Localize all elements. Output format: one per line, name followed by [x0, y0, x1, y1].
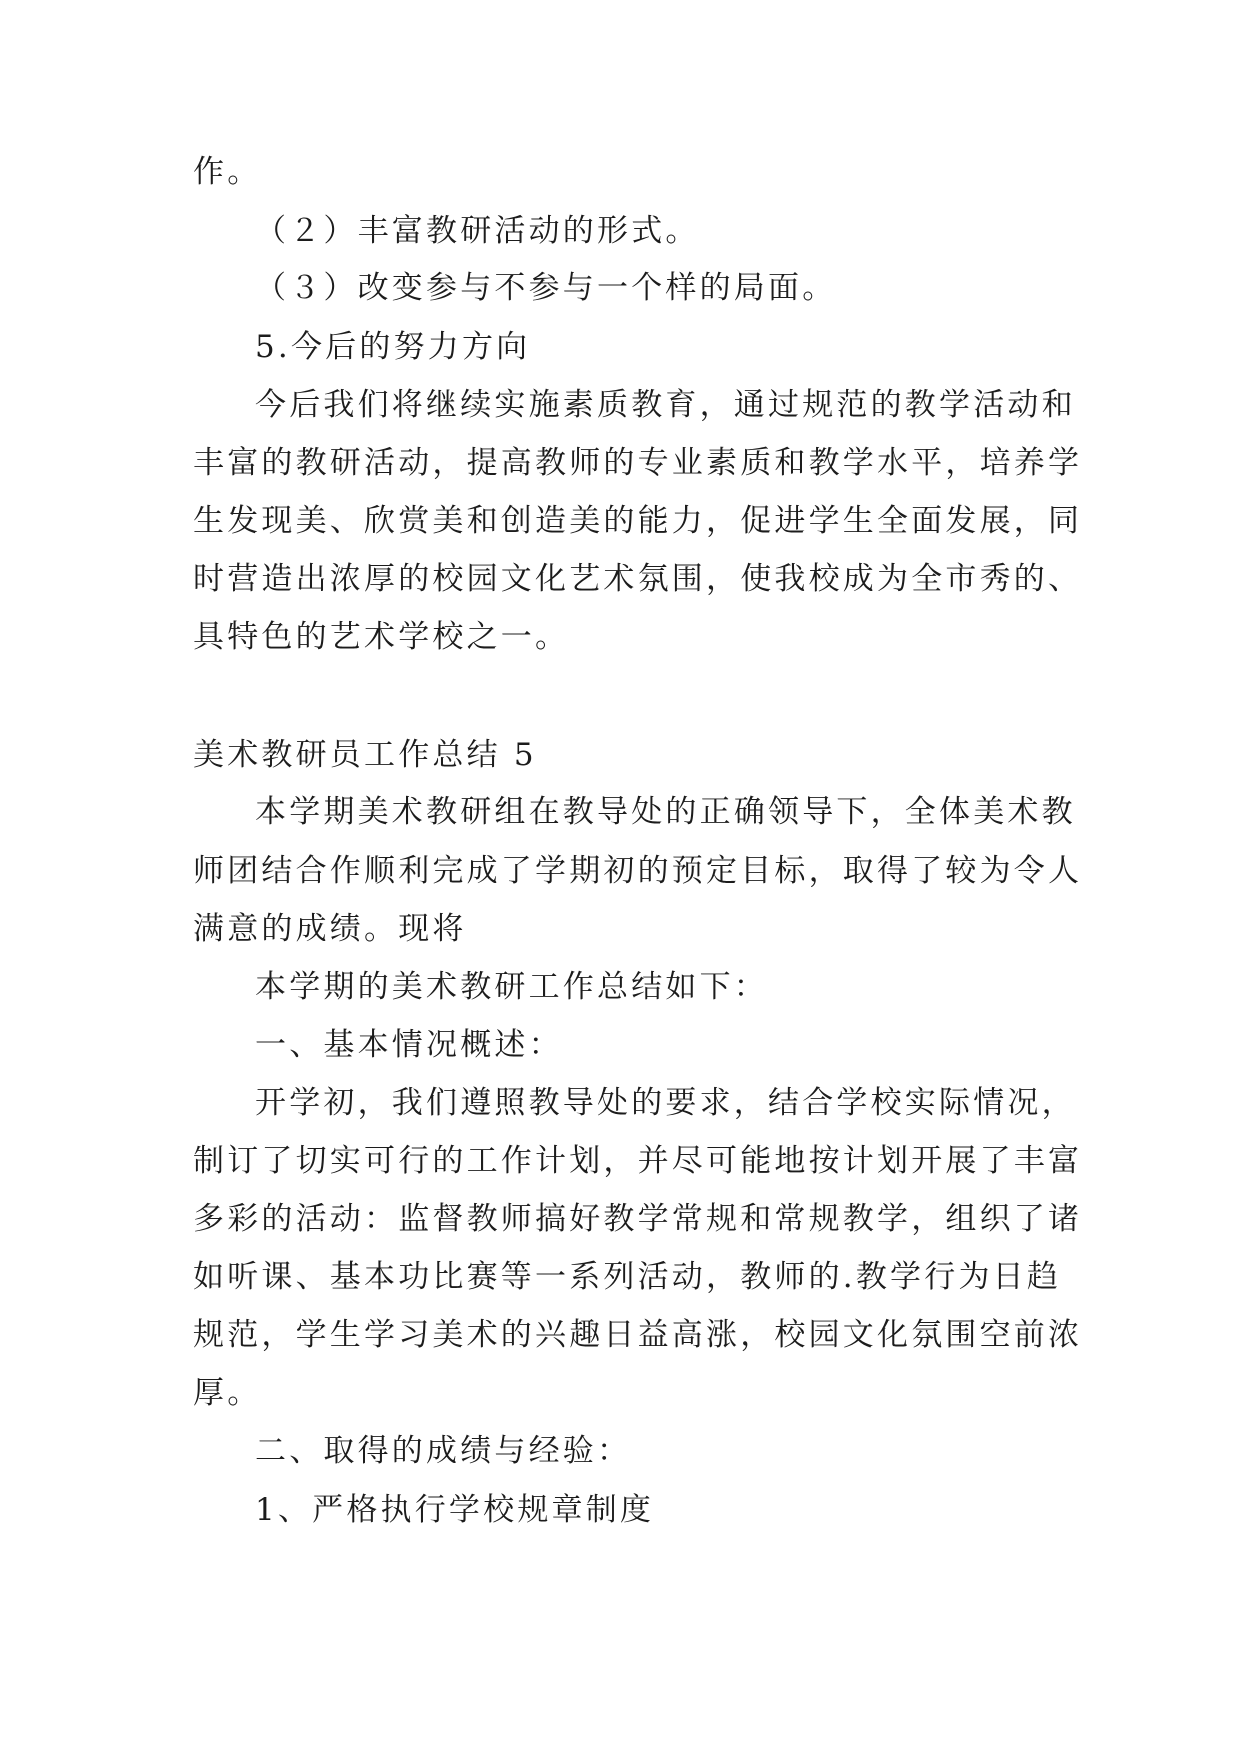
- paragraph-line: 作。: [193, 154, 262, 190]
- paragraph-line: 具特色的艺术学校之一。: [193, 619, 570, 655]
- paragraph-line: 师团结合作顺利完成了学期初的预定目标，取得了较为令人: [193, 853, 1083, 889]
- paragraph-line: 制订了切实可行的工作计划，并尽可能地按计划开展了丰富: [193, 1143, 1083, 1179]
- paragraph-line: 规范，学生学习美术的兴趣日益高涨，校园文化氛围空前浓: [193, 1317, 1083, 1353]
- paragraph-line: 开学初，我们遵照教导处的要求，结合学校实际情况，: [255, 1085, 1076, 1121]
- section-heading: 5.今后的努力方向: [255, 329, 531, 365]
- paragraph-line: 满意的成绩。现将: [193, 911, 467, 947]
- paragraph-line: 厚。: [193, 1375, 262, 1411]
- paragraph-line: 生发现美、欣赏美和创造美的能力，促进学生全面发展，同: [193, 503, 1083, 539]
- paragraph-line: 时营造出浓厚的校园文化艺术氛围，使我校成为全市秀的、: [193, 561, 1083, 597]
- section-heading: 二、取得的成绩与经验：: [255, 1433, 632, 1469]
- list-item: （３）改变参与不参与一个样的局面。: [255, 270, 837, 306]
- paragraph-line: 丰富的教研活动，提高教师的专业素质和教学水平，培养学: [193, 445, 1083, 481]
- section-heading: 1、严格执行学校规章制度: [255, 1492, 655, 1528]
- paragraph-line: 多彩的活动：监督教师搞好教学常规和常规教学，组织了诸: [193, 1201, 1083, 1237]
- paragraph-line: 如听课、基本功比赛等一系列活动，教师的.教学行为日趋: [193, 1259, 1062, 1295]
- list-item: （２）丰富教研活动的形式。: [255, 213, 700, 249]
- paragraph-line: 今后我们将继续实施素质教育，通过规范的教学活动和: [255, 387, 1076, 423]
- paragraph-line: 本学期美术教研组在教导处的正确领导下，全体美术教: [255, 794, 1076, 830]
- section-title: 美术教研员工作总结 5: [193, 737, 537, 773]
- paragraph-line: 本学期的美术教研工作总结如下：: [255, 969, 768, 1005]
- section-heading: 一、基本情况概述：: [255, 1027, 563, 1063]
